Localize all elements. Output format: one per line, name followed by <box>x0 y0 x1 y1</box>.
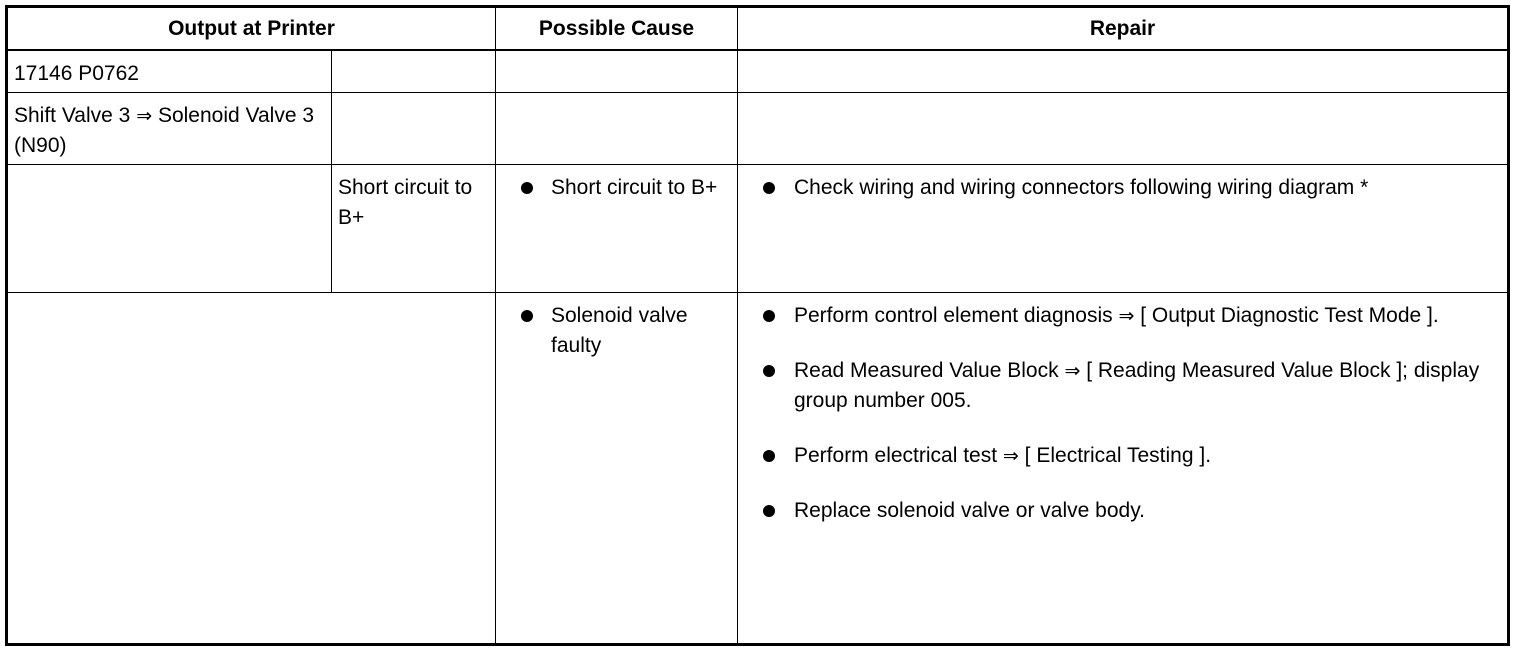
repair-link-measured-value[interactable]: [ Reading Measured Value Block ]; display group number 005. <box>794 359 1480 412</box>
condition-cell: Short circuit to B+ <box>332 165 496 293</box>
repair-text-pre: Read Measured Value Block <box>794 359 1059 382</box>
right-double-arrow-icon: ⇒ <box>136 105 153 127</box>
header-cause: Possible Cause <box>496 7 738 50</box>
fault-name-row <box>7 93 1509 165</box>
repair-text: Replace solenoid valve or valve body. <box>794 499 1145 522</box>
right-double-arrow-icon: ⇒ <box>1118 305 1135 327</box>
cause-cell <box>496 165 738 293</box>
empty-cell <box>496 50 738 93</box>
repair-item <box>744 441 1501 471</box>
cause-item <box>502 173 731 203</box>
bullet-dot-icon <box>763 505 775 517</box>
repair-item <box>744 496 1501 526</box>
empty-cell <box>7 165 332 293</box>
empty-cell <box>332 50 496 93</box>
repair-item <box>744 301 1501 331</box>
bullet-dot-icon <box>521 182 533 194</box>
repair-text-pre: Perform electrical test <box>794 444 998 467</box>
repair-link-electrical-testing[interactable]: [ Electrical Testing ]. <box>1024 444 1212 467</box>
repair-text-pre: Perform control element diagnosis <box>794 304 1113 327</box>
bullet-dot-icon <box>763 310 775 322</box>
bullet-dot-icon <box>521 310 533 322</box>
bullet-dot-icon <box>763 182 775 194</box>
empty-cell <box>738 50 1509 93</box>
diagnostic-table <box>5 5 1510 646</box>
repair-list <box>744 301 1501 526</box>
cause-list <box>502 173 731 203</box>
condition-row-short-circuit <box>7 165 1509 293</box>
repair-item <box>744 356 1501 416</box>
empty-cell <box>7 293 496 645</box>
empty-cell <box>496 93 738 165</box>
fault-name-part2: Solenoid Valve 3 (N90) <box>14 104 315 157</box>
fault-code-row <box>7 50 1509 93</box>
cause-list <box>502 301 731 361</box>
repair-link-output-diagnostic[interactable]: [ Output Diagnostic Test Mode ]. <box>1140 304 1439 327</box>
right-double-arrow-icon: ⇒ <box>1002 445 1019 467</box>
bullet-dot-icon <box>763 365 775 377</box>
bullet-dot-icon <box>763 450 775 462</box>
cause-cell <box>496 293 738 645</box>
condition-row-valve-faulty <box>7 293 1509 645</box>
cause-text: Solenoid valve faulty <box>551 304 688 357</box>
fault-name <box>7 93 332 165</box>
repair-cell <box>738 293 1509 645</box>
right-double-arrow-icon: ⇒ <box>1064 360 1081 382</box>
cause-item <box>502 301 731 361</box>
empty-cell <box>332 93 496 165</box>
repair-cell <box>738 165 1509 293</box>
header-row <box>7 7 1509 50</box>
cause-text: Short circuit to B+ <box>551 176 718 199</box>
repair-list <box>744 173 1501 203</box>
header-output: Output at Printer <box>7 7 496 50</box>
page <box>5 5 1510 646</box>
fault-name-part1: Shift Valve 3 <box>14 104 131 127</box>
repair-item <box>744 173 1501 203</box>
repair-text: Check wiring and wiring connectors following wiring diagram * <box>794 176 1369 199</box>
fault-code: 17146 P0762 <box>7 50 332 93</box>
header-repair: Repair <box>738 7 1509 50</box>
empty-cell <box>738 93 1509 165</box>
